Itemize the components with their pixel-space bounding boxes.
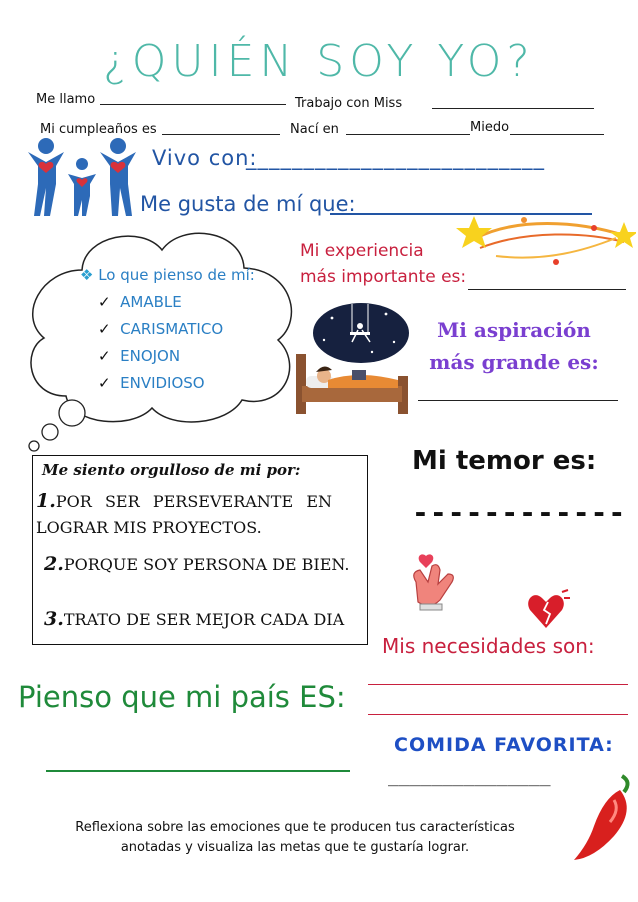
comida-line[interactable]: _______________ [388,766,551,787]
check-icon: ✓ [98,320,111,338]
list-item [80,370,255,397]
necesidades-line-1[interactable] [368,684,628,685]
list-item-text: ENOJON [120,347,181,365]
miedo-line[interactable] [510,134,604,135]
orgullo-text: PORQUE SOY PERSONA DE BIEN. [63,555,350,574]
pais-line[interactable] [46,770,350,772]
list-item [80,289,255,316]
trabajo-line[interactable] [432,108,594,109]
check-icon: ✓ [98,347,111,365]
orgullo-text: POR SER PERSEVERANTE EN LOGRAR MIS PROYECTOS. [36,492,332,537]
cloud-heading [80,262,255,289]
shooting-stars-icon [456,208,636,280]
orgullo-heading: Me siento orgulloso de mi por: [42,461,301,479]
me-llamo-label: Me llamo [36,92,96,107]
temor-line[interactable]: ------------ [412,496,627,529]
orgullo-text: TRATO DE SER MEJOR CADA DIA [63,610,345,629]
necesidades-line-2[interactable] [368,714,628,715]
cloud-heading-text: Lo que pienso de mí: [98,266,255,284]
necesidades-label: Mis necesidades son: [382,634,595,658]
footer-text [0,818,590,858]
cumple-line[interactable] [162,134,280,135]
orgullo-num: 3. [44,608,64,630]
aspiracion-line2: más grande es: [429,350,599,374]
naci-line[interactable] [346,134,470,135]
broken-heart-icon [526,588,572,632]
orgullo-item-2 [44,553,350,575]
list-item-text: CARISMATICO [120,320,224,338]
experiencia-block [300,238,466,290]
love-hand-icon [406,552,478,616]
temor-label: Mi temor es: [412,446,597,476]
me-gusta-label: Me gusta de mí que: [140,192,356,216]
experiencia-line[interactable] [468,289,626,290]
miedo-label: Miedo [470,120,510,135]
comida-label: COMIDA FAVORITA: [394,734,614,756]
footer-line2: anotadas y visualiza las metas que te gustaría lograr. [120,840,470,855]
list-item-text: ENVIDIOSO [120,374,205,392]
sleeping-person-icon [294,346,412,416]
vivo-con-line[interactable]: __________________________ [246,146,545,170]
page-title: ¿QUIÉN SOY YO? [103,36,535,87]
experiencia-line1: Mi experiencia [300,241,424,261]
cloud-list [80,262,255,397]
list-item-text: AMABLE [120,293,182,311]
experiencia-line2: más importante es: [300,267,467,287]
family-icon [26,134,138,220]
orgullo-num: 1. [36,490,56,512]
pais-label: Pienso que mi país ES: [18,680,346,714]
naci-label: Nací en [290,122,339,137]
vivo-con-label: Vivo con: [152,146,258,170]
trabajo-label: Trabajo con Miss [295,96,403,111]
aspiracion-line[interactable] [418,400,618,401]
diamond-bullet-icon: ❖ [80,266,99,284]
orgullo-num: 2. [44,553,64,575]
aspiracion-block [424,314,604,378]
check-icon: ✓ [98,374,111,392]
list-item [80,343,255,370]
list-item [80,316,255,343]
cumple-label: Mi cumpleaños es [40,122,157,137]
check-icon: ✓ [98,293,111,311]
footer-line1: Reflexiona sobre las emociones que te producen tus características [75,820,515,835]
orgullo-item-1 [36,488,332,541]
aspiracion-line1: Mi aspiración [437,318,591,342]
orgullo-item-3 [44,608,344,630]
me-llamo-line[interactable] [100,104,286,105]
